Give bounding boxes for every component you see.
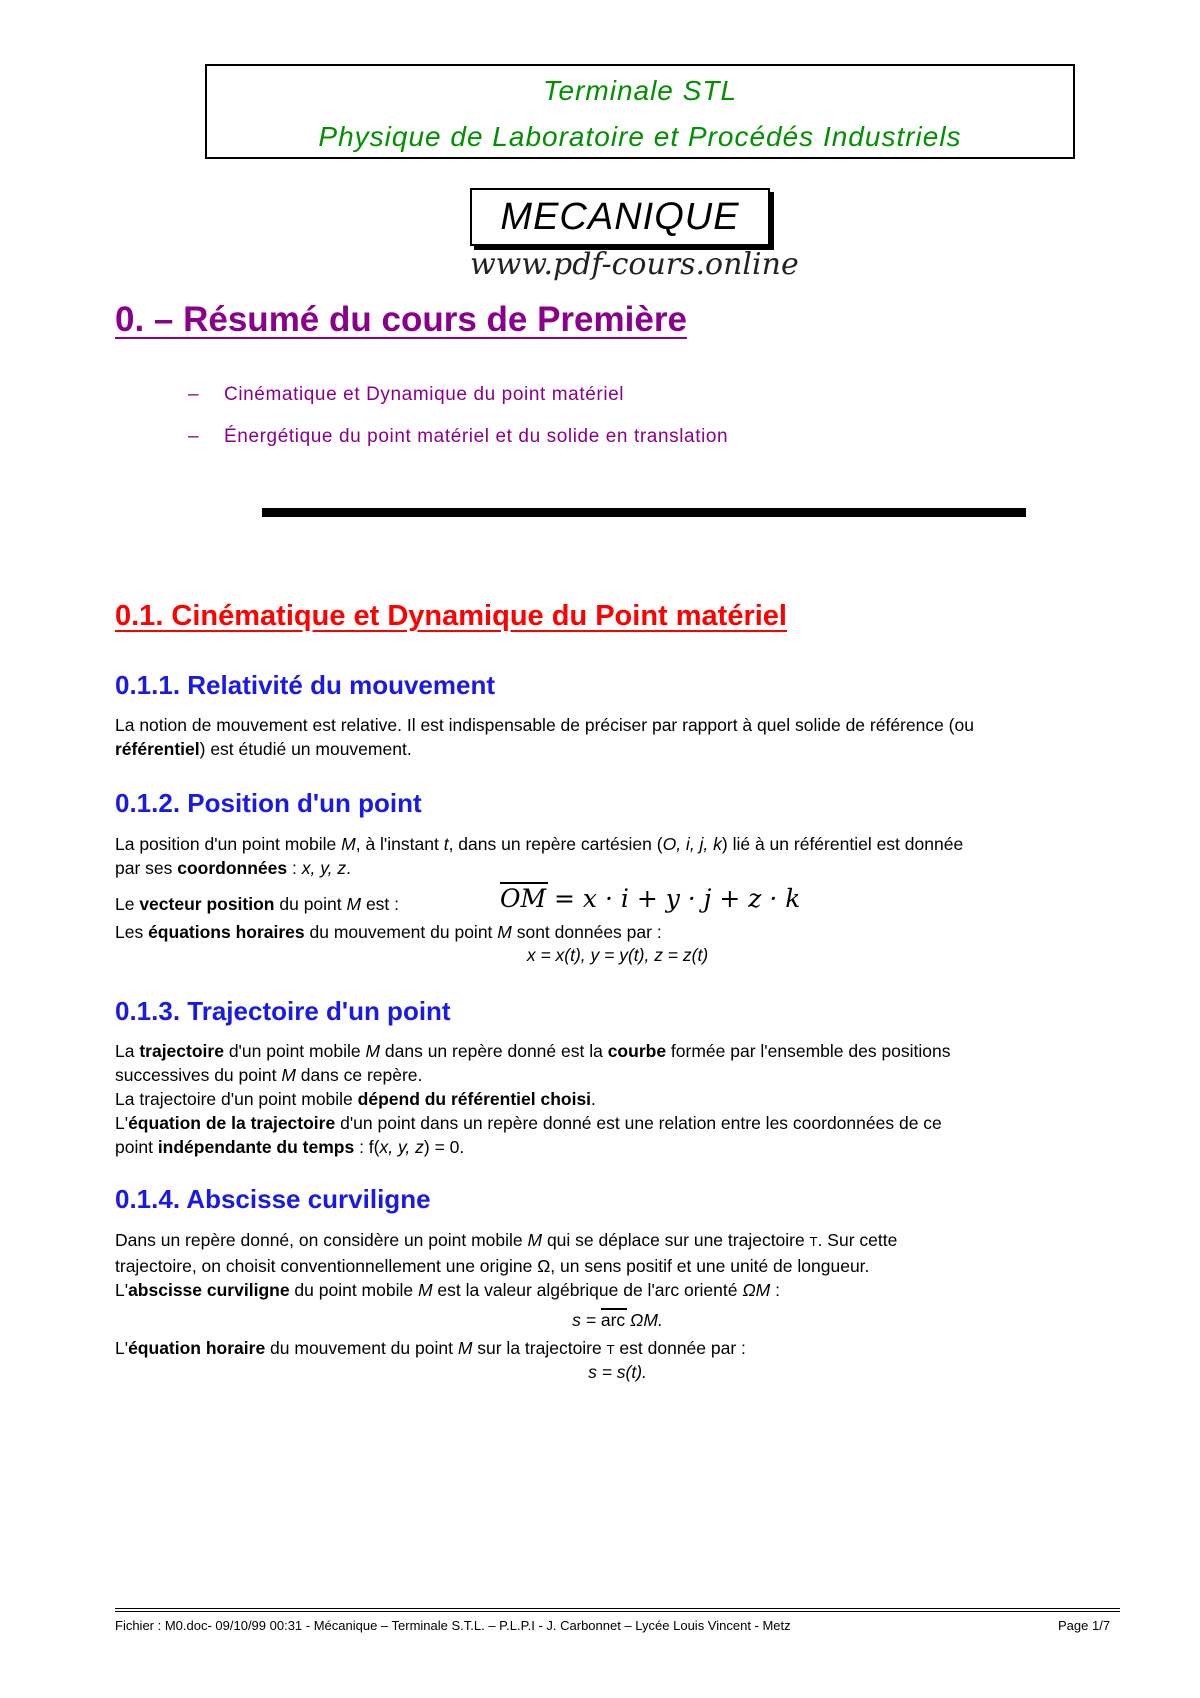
paragraph: [115, 1228, 1120, 1302]
text: :: [770, 1280, 780, 1300]
text: La: [115, 1041, 140, 1061]
var: M: [497, 922, 512, 942]
bold-term: dépend du référentiel choisi: [357, 1089, 592, 1109]
paragraph: [115, 1336, 1120, 1362]
text: . Sur cette: [817, 1230, 898, 1250]
text: , dans un repère cartésien (: [448, 834, 663, 854]
text: La trajectoire d'un point mobile: [115, 1089, 358, 1109]
formula-rhs: = x · i + y · j + z · k: [546, 884, 801, 913]
var: M: [281, 1065, 296, 1085]
bold-term: coordonnées: [177, 858, 288, 878]
var: T: [809, 1234, 818, 1249]
toc-text: Énergétique du point matériel et du solide en translation: [224, 426, 729, 447]
equation: s = s(t).: [588, 1362, 647, 1382]
header-box: [205, 64, 1075, 159]
page-number: Page 1/7: [1058, 1618, 1111, 1633]
var: M: [527, 1230, 543, 1250]
paragraph: [115, 1039, 1120, 1159]
var: t: [443, 834, 449, 854]
bold-term: vecteur position: [139, 894, 275, 914]
text: qui se déplace sur une trajectoire: [542, 1230, 810, 1250]
text: sur la trajectoire: [472, 1338, 607, 1358]
var: T: [606, 1342, 615, 1357]
toc-text: Cinématique et Dynamique du point matériel: [224, 384, 625, 405]
text: est :: [361, 894, 400, 914]
bold-term: référentiel: [115, 739, 200, 759]
subsection-heading: 0.1.4. Abscisse curviligne: [115, 1184, 431, 1214]
text: Dans un repère donné, on considère un point mobile: [115, 1230, 528, 1250]
text: par ses: [115, 858, 178, 878]
var: M: [346, 894, 362, 914]
text: ) est étudié un mouvement.: [199, 739, 412, 759]
text: : f(: [354, 1137, 380, 1157]
text: Le: [115, 894, 140, 914]
footer-text: Fichier : M0.doc- 09/10/99 00:31 - Mécanique – Terminale S.T.L. – P.L.P.I - J. Carbonnet – Lycée Louis Vincent - Metz: [115, 1618, 791, 1633]
toc-item: [188, 384, 624, 406]
text: est la valeur algébrique de l'arc orienté: [432, 1280, 743, 1300]
text: La position d'un point mobile: [115, 834, 342, 854]
var: ΩM: [742, 1280, 771, 1300]
text: formée par l'ensemble des positions: [666, 1041, 951, 1061]
section-divider: [262, 508, 1026, 517]
header-line1: Terminale STL: [542, 75, 738, 106]
text: point: [115, 1137, 158, 1157]
bold-term: équation horaire: [128, 1338, 266, 1358]
toc-item: [188, 426, 728, 448]
text: dans un repère donné est la: [380, 1041, 608, 1061]
var: x, y, z: [379, 1137, 424, 1157]
watermark: www.pdf-cours.online: [470, 247, 799, 282]
text: ) lié à un référentiel est donnée: [721, 834, 964, 854]
text: successives du point: [115, 1065, 282, 1085]
page-title: 0. – Résumé du cours de Première: [115, 300, 687, 339]
text: du mouvement du point: [265, 1338, 458, 1358]
text: trajectoire, on choisit conventionnellement une origine Ω, un sens positif et une unité de longueur.: [115, 1256, 870, 1276]
text: d'un point mobile: [223, 1041, 366, 1061]
var: M: [457, 1338, 473, 1358]
frame: O, i, j, k: [662, 834, 722, 854]
var: M: [341, 834, 356, 854]
subsection-heading: 0.1.3. Trajectoire d'un point: [115, 996, 451, 1026]
position-vector-formula: [500, 884, 800, 913]
text: , à l'instant: [355, 834, 444, 854]
bold-term: équations horaires: [148, 922, 305, 942]
text: Les: [115, 922, 149, 942]
paragraph: [115, 713, 1120, 761]
bold-term: équation de la trajectoire: [128, 1113, 336, 1133]
arc-symbol: arc: [600, 1310, 626, 1330]
text: L': [115, 1280, 129, 1300]
text: La notion de mouvement est relative. Il est indispensable de préciser par rapport à quel solide de référence (ou: [115, 715, 974, 735]
text: est donnée par :: [614, 1338, 746, 1358]
header-line2: Physique de Laboratoire et Procédés Industriels: [318, 121, 962, 152]
text: d'un point dans un repère donné est une relation entre les coordonnées de ce: [335, 1113, 942, 1133]
subject-title: MECANIQUE: [500, 196, 740, 238]
text: sont données par :: [511, 922, 662, 942]
text: dans ce repère.: [295, 1065, 423, 1085]
var: x, y, z: [301, 858, 347, 878]
text: .: [591, 1089, 596, 1109]
equation: [115, 1310, 1120, 1331]
paragraph: [115, 920, 1120, 944]
vector-om: OM: [500, 884, 547, 913]
subsection-heading: 0.1.2. Position d'un point: [115, 788, 422, 818]
var: M: [365, 1041, 381, 1061]
text: ΩM.: [625, 1310, 663, 1330]
footer-rule: [115, 1608, 1120, 1609]
text: :: [287, 858, 302, 878]
text: s =: [572, 1310, 601, 1330]
paragraph: [115, 832, 1120, 880]
bold-term: indépendante du temps: [157, 1137, 355, 1157]
var: M: [417, 1280, 433, 1300]
bold-term: courbe: [607, 1041, 667, 1061]
subsection-heading: 0.1.1. Relativité du mouvement: [115, 670, 496, 700]
footer-rule: [115, 1611, 1120, 1612]
text: ) = 0.: [423, 1137, 465, 1157]
text: L': [115, 1338, 129, 1358]
bold-term: abscisse curviligne: [128, 1280, 290, 1300]
text: du mouvement du point: [304, 922, 498, 942]
equation: x = x(t), y = y(t), z = z(t): [526, 945, 709, 965]
bold-term: trajectoire: [139, 1041, 224, 1061]
text: L': [115, 1113, 129, 1133]
section-heading: 0.1. Cinématique et Dynamique du Point matériel: [115, 600, 787, 632]
text: du point mobile: [289, 1280, 418, 1300]
toc-dash: –: [188, 426, 200, 447]
text: .: [346, 858, 352, 878]
text: du point: [274, 894, 347, 914]
toc-dash: –: [188, 384, 200, 405]
subject-box: [470, 188, 770, 246]
